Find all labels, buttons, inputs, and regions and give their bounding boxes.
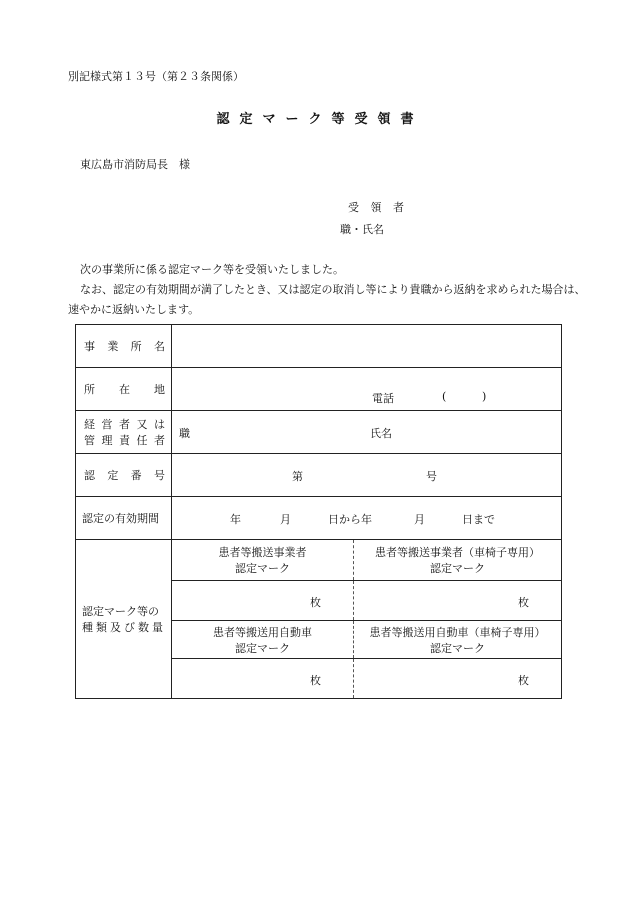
mark1-name-line2: 認定マーク [235, 562, 290, 575]
phone-label: 電話 [372, 392, 394, 405]
address-label [76, 368, 172, 411]
types-label-line2: 種類及び数量 [82, 621, 166, 634]
mark2-name-line1: 患者等搬送事業者（車椅子専用） [375, 546, 540, 559]
paragraph-2: なお、認定の有効期間が満了したとき、又は認定の取消し等により貴職から返納を求められた場合は、速やかに返納いたします。 [68, 283, 586, 316]
cert-number-suffix: 号 [426, 470, 437, 483]
label-char: 番 [130, 469, 142, 482]
cert-number-field[interactable] [172, 454, 562, 497]
mark2-count-unit: 枚 [518, 596, 529, 609]
cert-number-label-text [84, 467, 171, 483]
form-id: 別記様式第１３号（第２３条関係） [68, 70, 244, 83]
mark2-name-line2: 認定マーク [430, 562, 485, 575]
label-char: 者 [154, 434, 165, 447]
address-label-text [84, 381, 171, 397]
types-label [76, 540, 172, 699]
office-name-label [76, 325, 172, 368]
label-char: 業 [107, 340, 119, 353]
manager-label [76, 411, 172, 454]
label-char: 者 [119, 418, 130, 431]
validity-year-1: 年 [230, 513, 241, 526]
document-title: 認定マーク等受領書 [216, 112, 424, 127]
manager-name-label: 氏名 [370, 427, 392, 440]
mark3-count-field[interactable] [172, 659, 354, 699]
validity-label: 認定の有効期間 [76, 497, 172, 540]
addressee: 東広島市消防局長 様 [80, 158, 190, 171]
mark2-name [354, 540, 562, 581]
mark3-name-line2: 認定マーク [235, 641, 290, 655]
label-char: 地 [154, 383, 165, 396]
validity-day-to: 日まで [462, 513, 495, 526]
mark4-name-line1: 患者等搬送用自動車（車椅子専用） [369, 625, 546, 639]
label-char: 認 [84, 469, 95, 482]
label-char: 所 [84, 383, 95, 396]
mark3-name-line1: 患者等搬送用自動車 [213, 625, 312, 639]
mark3-name [172, 621, 354, 659]
label-char: 名 [153, 340, 165, 353]
validity-day-from: 日から年 [328, 513, 372, 526]
label-char: 管 [84, 434, 95, 447]
mark4-count-field[interactable] [354, 659, 562, 699]
label-char: 号 [153, 469, 165, 482]
manager-label-line2 [84, 432, 171, 448]
mark4-name [354, 621, 562, 659]
mark1-count-unit: 枚 [310, 596, 321, 609]
mark1-name-line1: 患者等搬送事業者 [218, 546, 307, 559]
mark2-count-field[interactable] [354, 581, 562, 621]
label-char: 営 [101, 418, 113, 431]
label-char: 所 [130, 340, 142, 353]
types-label-line1: 認定マーク等の [82, 605, 159, 618]
mark1-count-field[interactable] [172, 581, 354, 621]
office-name-label-text [84, 338, 171, 354]
phone-paren-open: ( [442, 390, 447, 403]
label-char: は [154, 418, 165, 431]
validity-field[interactable] [172, 497, 562, 540]
receipt-form-table [75, 324, 562, 699]
mark1-name [172, 540, 354, 581]
mark3-count-unit: 枚 [310, 674, 321, 687]
phone-paren-close: ) [482, 390, 487, 403]
cert-number-label [76, 454, 172, 497]
label-char: 理 [101, 434, 113, 447]
manager-field[interactable] [172, 411, 562, 454]
label-char: 在 [119, 383, 130, 396]
office-name-field[interactable] [172, 325, 562, 368]
label-char: 任 [136, 434, 148, 447]
paragraph-1: 次の事業所に係る認定マーク等を受領いたしました。 [80, 263, 344, 276]
validity-month-2: 月 [414, 513, 425, 526]
mark4-name-line2: 認定マーク [430, 641, 485, 655]
cert-number-prefix: 第 [292, 470, 303, 483]
position-label: 職 [179, 427, 190, 440]
label-char: 事 [84, 340, 95, 353]
address-field[interactable] [172, 368, 562, 411]
label-char: 又 [136, 418, 148, 431]
mark4-count-unit: 枚 [518, 674, 529, 687]
label-char: 経 [84, 418, 95, 431]
recipient-name-label: 職・氏名 [340, 223, 384, 236]
label-char: 責 [119, 434, 130, 447]
label-char: 定 [107, 469, 119, 482]
manager-label-line1 [84, 416, 171, 432]
recipient-label: 受 領 者 [348, 201, 408, 214]
validity-month-1: 月 [280, 513, 291, 526]
